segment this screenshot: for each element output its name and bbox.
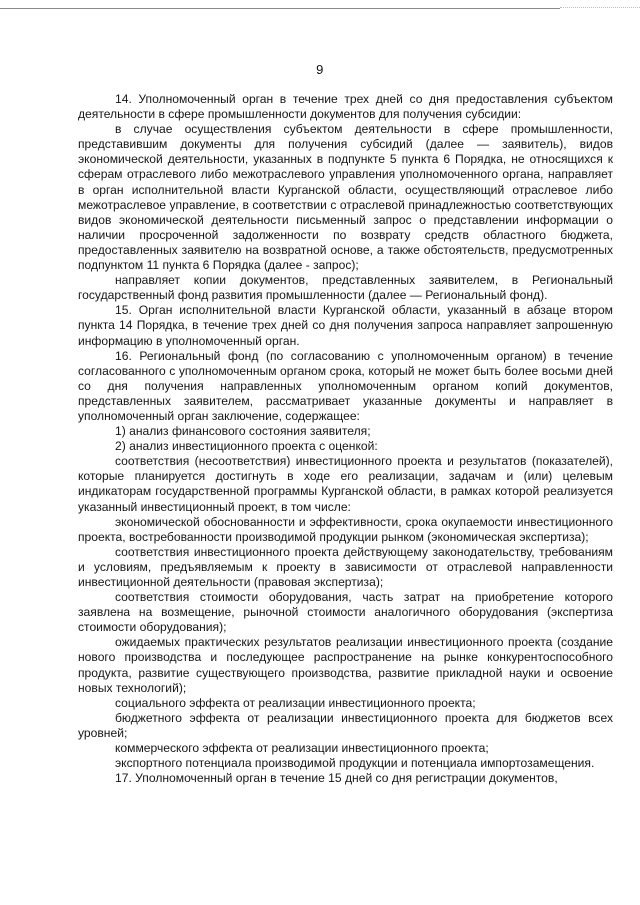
paragraph-expected-results: ожидаемых практических результатов реализации инвестиционного проекта (создание нового производства и последующее распространение на рынке конкурентоспособного продукта, развитие существующего производства, развитие прикладной науки и освоение новых технологий); xyxy=(78,635,613,695)
paragraph-send-copies: направляет копии документов, представленных заявителем, в Региональный государственный фонд развития промышленности (далее — Региональный фонд). xyxy=(78,273,613,303)
list-item-project-analysis: 2) анализ инвестиционного проекта с оценкой: xyxy=(115,439,378,454)
paragraph-item-15: 15. Орган исполнительной власти Курганской области, указанный в абзаце втором пункта 14 Порядка, в течение трех дней со дня получения запроса направляет запрошенную информацию в уполномоченный орган. xyxy=(78,303,613,348)
scan-top-edge-dots xyxy=(560,7,640,9)
scan-top-edge-line xyxy=(0,8,560,9)
paragraph-item-16: 16. Региональный фонд (по согласованию с уполномоченным органом) в течение согласованного с уполномоченным органом срока, который не может быть более восьми дней со дня получения направленных уполномоченным органом копий документов, представленных заявителем, рассматривает указанные документы и направляет в уполномоченный орган заключение, содержащее: xyxy=(78,348,613,423)
paragraph-request-info: в случае осуществления субъектом деятельности в сфере промышленности, представившим документы для получения субсидий (далее — заявитель), видов экономической деятельности, указанных в подпункте 5 пункта 6 Порядка, не относящихся к сферам отраслевого либо межотраслевого управления уполномоченного органа, направляет в орган исполнительной власти Курганской области, осуществляющий отраслевое либо межотраслевое управление, в соответствии с отраслевой принадлежностью соответствующих видов экономической деятельности письменный запрос о представлении информации о наличии просроченной задолженности по возврату средств областного бюджета, предоставленных заявителю на возвратной основе, а также обстоятельств, предусмотренных подпунктом 11 пункта 6 Порядка (далее - запрос); xyxy=(78,122,613,273)
list-item-financial-analysis: 1) анализ финансового состояния заявителя; xyxy=(115,424,371,439)
paragraph-commercial-effect: коммерческого эффекта от реализации инвестиционного проекта; xyxy=(115,741,489,756)
paragraph-budget-effect: бюджетного эффекта от реализации инвестиционного проекта для бюджетов всех уровней; xyxy=(78,710,613,740)
document-body xyxy=(78,92,613,786)
page-number: 9 xyxy=(316,62,324,77)
paragraph-equipment-expertise: соответствия стоимости оборудования, часть затрат на приобретение которого заявлена на возмещение, рыночной стоимости аналогичного оборудования (экспертиза стоимости оборудования); xyxy=(78,590,613,635)
paragraph-social-effect: социального эффекта от реализации инвестиционного проекта; xyxy=(115,695,476,710)
paragraph-economic-expertise: экономической обоснованности и эффективности, срока окупаемости инвестиционного проекта, востребованности производимой продукции рынком (экономическая экспертиза); xyxy=(78,514,613,544)
paragraph-item-14: 14. Уполномоченный орган в течение трех дней со дня предоставления субъектом деятельности в сфере промышленности документов для получения субсидии: xyxy=(78,92,613,122)
paragraph-legal-expertise: соответствия инвестиционного проекта действующему законодательству, требованиям и условиям, предъявляемым к проекту в зависимости от отраслевой направленности инвестиционной деятельности (правовая экспертиза); xyxy=(78,544,613,589)
paragraph-compliance: соответствия (несоответствия) инвестиционного проекта и результатов (показателей), которые планируется достигнуть в ходе его реализации, задачам и (или) целевым индикаторам государственной программы Курганской области, в рамках которой реализуется указанный инвестиционный проект, в том числе: xyxy=(78,454,613,514)
paragraph-export-potential: экспортного потенциала производимой продукции и потенциала импортозамещения. xyxy=(115,756,595,771)
paragraph-item-17: 17. Уполномоченный орган в течение 15 дней со дня регистрации документов, xyxy=(115,771,558,786)
